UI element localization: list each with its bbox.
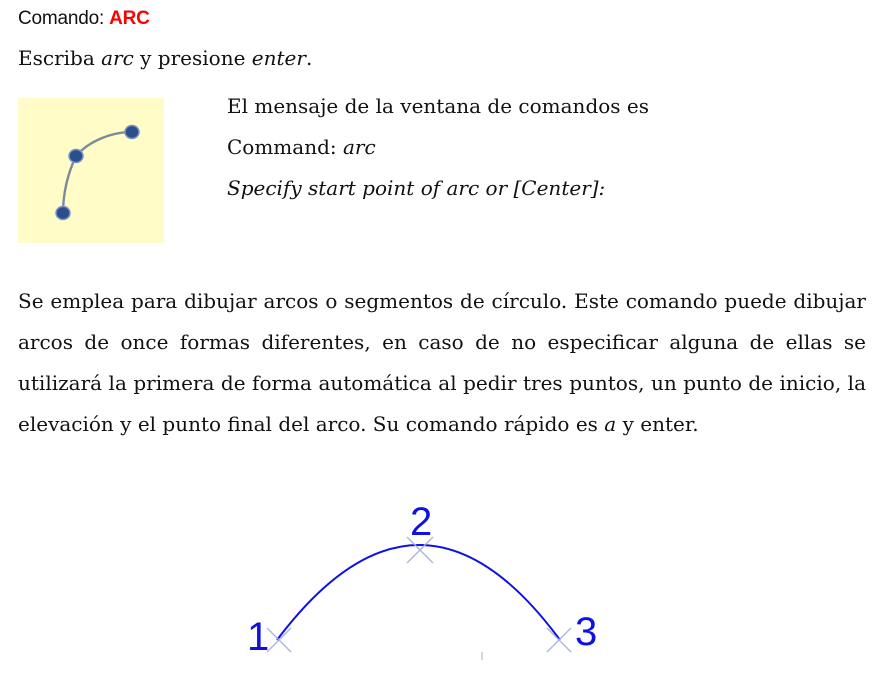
message-line-3: Specify start point of arc or [Center]: <box>227 176 606 200</box>
point-2-label: 2 <box>410 500 433 544</box>
instruction-part: . <box>305 46 313 70</box>
shortcut-key: a <box>604 412 617 436</box>
instruction-part: Escriba <box>18 46 102 70</box>
point-1-label: 1 <box>247 615 270 659</box>
heading-command: ARC <box>109 8 150 29</box>
point-1-marker <box>267 628 291 652</box>
instruction-key-word: enter <box>251 46 306 70</box>
arc-curve <box>277 545 560 640</box>
description-text: Se emplea para dibujar arcos o segmentos de círculo. Este comando puede dibujar arcos de once formas diferentes, en caso de no especificar alguna de ellas se utilizará la primera de forma automática al pedir tres puntos, un punto de inicio, la elevación y el punto final del arco. Su comando rápido es <box>18 289 866 436</box>
description-tail: y enter. <box>616 412 699 436</box>
message-line-1: El mensaje de la ventana de comandos es <box>227 94 650 118</box>
point-3-label: 3 <box>575 610 598 654</box>
instruction-part: y presione <box>133 46 252 70</box>
instruction-command-word: arc <box>101 46 134 70</box>
command-name: arc <box>342 135 376 159</box>
point-3-marker <box>547 628 571 652</box>
heading-prefix: Comando: <box>18 8 110 29</box>
command-prompt: Command: <box>227 135 343 159</box>
